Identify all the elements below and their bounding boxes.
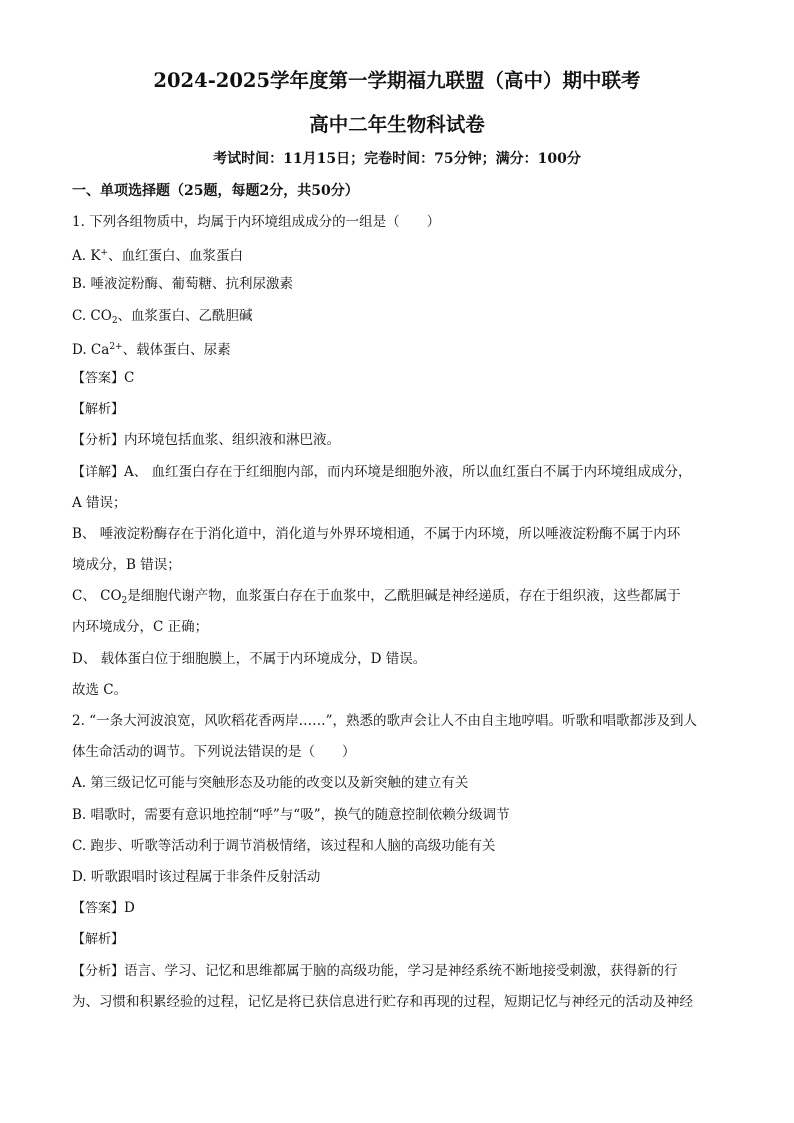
option-c-text: C. CO: [72, 307, 112, 324]
question-1-stem: 1. 下列各组物质中，均属于内环境组成成分的一组是（ ）: [72, 214, 441, 230]
detail-a-text: A、 血红蛋白存在于红细胞内部，而内环境是细胞外液，所以血红蛋白不属于内环境组成成分，: [124, 463, 692, 480]
question-1-answer: [72, 363, 720, 394]
option-c-rest: 、血浆蛋白、乙酰胆碱: [117, 307, 253, 324]
option-a-text: A. K: [72, 248, 101, 265]
detail-tag: 【详解】: [72, 464, 125, 480]
fenxi-tag: 【分析】: [72, 433, 125, 449]
question-2-fenxi-cont: 为、习惯和积累经验的过程，记忆是将已获信息进行贮存和再现的过程，短期记忆与神经元的活动及神经: [72, 993, 693, 1010]
question-1-detail-a: [72, 457, 720, 488]
question-2-option-b: B. 唱歌时，需要有意识地控制“呼”与“吸”，换气的随意控制依赖分级调节: [72, 806, 510, 823]
question-2-answer: [72, 893, 720, 924]
document-body: [72, 207, 720, 1018]
fenxi-text: 内环境包括血浆、组织液和淋巴液。: [124, 432, 341, 449]
question-1-detail-c: [72, 581, 720, 612]
superscript: 2+: [109, 341, 123, 352]
question-2-stem: 2. “一条大河波浪宽，风吹稻花香两岸……”，熟悉的歌声会让人不由自主地哼唱。听歌和唱歌都涉及到人: [72, 713, 697, 729]
question-1-option-d: [72, 332, 720, 363]
question-1-detail-b: B、 唾液淀粉酶存在于消化道中，消化道与外界环境相通，不属于内环境，所以唾液淀粉酶不属于内环: [72, 525, 681, 542]
exam-title: 2024-2025学年度第一学期福九联盟（高中）期中联考: [153, 69, 641, 92]
detail-c-text: C、 CO: [72, 588, 122, 605]
option-d-text: D. Ca: [72, 341, 110, 358]
question-1-analysis-tag: [72, 394, 720, 425]
fenxi-text: 语言、学习、记忆和思维都属于脑的高级功能，学习是神经系统不断地接受刺激，获得新的行: [124, 962, 678, 979]
superscript: +: [100, 248, 108, 259]
question-1-option-c: [72, 301, 720, 332]
question-2-option-c: C. 跑步、听歌等活动利于调节消极情绪，该过程和人脑的高级功能有关: [72, 837, 496, 854]
question-1-conclusion: 故选 C。: [72, 681, 128, 698]
question-2-fenxi: [72, 956, 720, 987]
question-1-option-a: [72, 238, 720, 269]
detail-c-rest: 是细胞代谢产物，血浆蛋白存在于血浆中，乙酰胆碱是神经递质，存在于组织液，这些都属于: [127, 588, 681, 605]
exam-subtitle: 高中二年生物科试卷: [309, 113, 485, 136]
answer-tag: 【答案】: [72, 901, 125, 917]
analysis-tag: 【解析】: [72, 932, 125, 948]
option-d-rest: 、载体蛋白、尿素: [122, 341, 231, 358]
question-2-option-a: A. 第三级记忆可能与突触形态及功能的改变以及新突触的建立有关: [72, 775, 469, 792]
question-1-fenxi: [72, 425, 720, 456]
fenxi-tag: 【分析】: [72, 963, 125, 979]
question-2-stem-cont: 体生命活动的调节。下列说法错误的是（ ）: [72, 744, 356, 761]
question-2-option-d: D. 听歌跟唱时该过程属于非条件反射活动: [72, 868, 321, 885]
answer-value: D: [124, 900, 135, 917]
question-1-detail-b-cont: 境成分，B 错误；: [72, 557, 181, 574]
question-2-analysis-tag: [72, 924, 720, 955]
section-heading: 一、单项选择题（25题，每题2分，共50分）: [72, 183, 359, 199]
question-1-option-b: B. 唾液淀粉酶、葡萄糖、抗利尿激素: [72, 276, 294, 293]
exam-info: 考试时间：11月15日；完卷时间：75分钟；满分：100分: [213, 151, 581, 167]
option-a-rest: 、血红蛋白、血浆蛋白: [107, 248, 243, 265]
question-1-detail-a-cont: A 错误；: [72, 494, 127, 511]
question-1-detail-c-cont: 内环境成分，C 正确；: [72, 619, 209, 636]
answer-value: C: [124, 369, 135, 386]
answer-tag: 【答案】: [72, 370, 125, 386]
subscript: 2: [111, 315, 118, 326]
subscript: 2: [121, 596, 128, 607]
analysis-tag: 【解析】: [72, 402, 125, 418]
question-1-detail-d: D、 载体蛋白位于细胞膜上，不属于内环境成分，D 错误。: [72, 650, 427, 667]
